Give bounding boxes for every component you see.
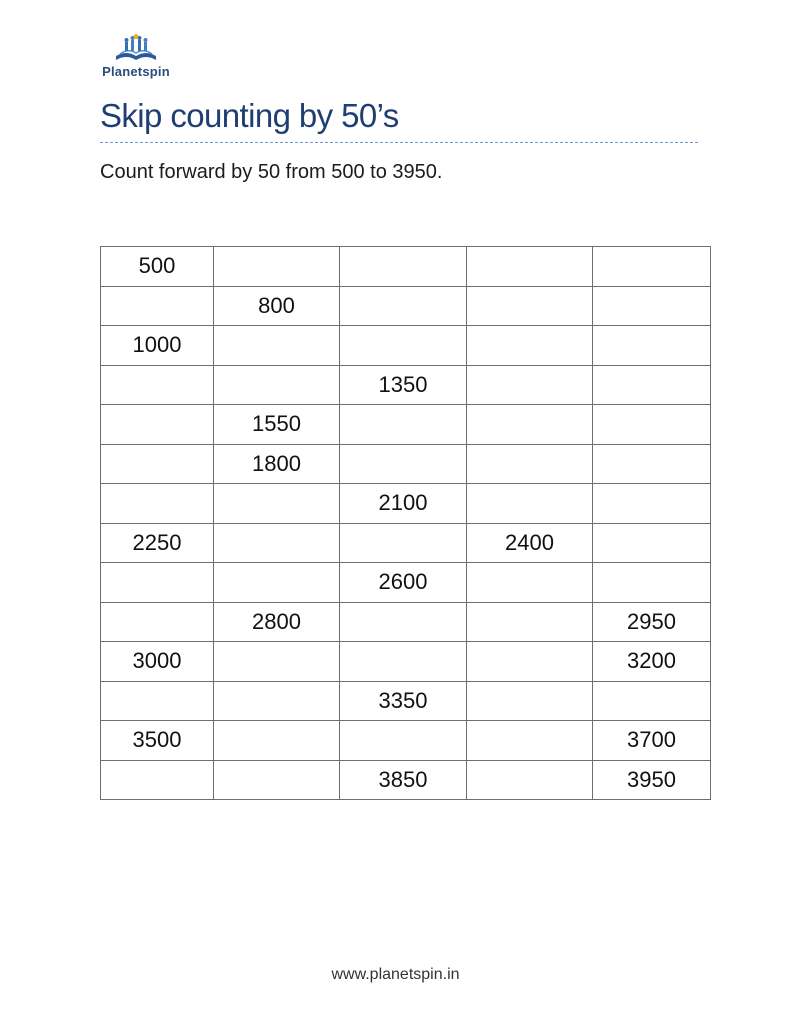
blank-cell[interactable]: [340, 642, 467, 682]
table-row: [101, 365, 711, 405]
blank-cell[interactable]: [467, 681, 593, 721]
blank-cell[interactable]: [214, 642, 340, 682]
blank-cell[interactable]: [214, 365, 340, 405]
blank-cell[interactable]: [101, 563, 214, 603]
number-cell: 1000: [101, 326, 214, 366]
blank-cell[interactable]: [467, 326, 593, 366]
table-row: [101, 484, 711, 524]
blank-cell[interactable]: [214, 484, 340, 524]
blank-cell[interactable]: [467, 484, 593, 524]
number-cell: 500: [101, 247, 214, 287]
number-cell: 800: [214, 286, 340, 326]
brand-logo: [100, 34, 172, 84]
table-row: [101, 247, 711, 287]
table-row: [101, 326, 711, 366]
blank-cell[interactable]: [214, 721, 340, 761]
table-row: [101, 563, 711, 603]
blank-cell[interactable]: [214, 326, 340, 366]
blank-cell[interactable]: [101, 444, 214, 484]
table-row: [101, 405, 711, 445]
blank-cell[interactable]: [593, 563, 711, 603]
number-cell: 3500: [101, 721, 214, 761]
blank-cell[interactable]: [340, 247, 467, 287]
table-row: [101, 602, 711, 642]
blank-cell[interactable]: [593, 681, 711, 721]
skip-counting-table: [100, 246, 711, 800]
table-body: [101, 247, 711, 800]
blank-cell[interactable]: [101, 760, 214, 800]
page-title: Skip counting by 50’s: [100, 97, 399, 134]
number-cell: 1350: [340, 365, 467, 405]
table-row: [101, 444, 711, 484]
table-row: [101, 760, 711, 800]
blank-cell[interactable]: [340, 326, 467, 366]
number-cell: 3200: [593, 642, 711, 682]
number-cell: 2600: [340, 563, 467, 603]
table-row: [101, 523, 711, 563]
blank-cell[interactable]: [101, 286, 214, 326]
blank-cell[interactable]: [593, 484, 711, 524]
blank-cell[interactable]: [593, 405, 711, 445]
blank-cell[interactable]: [467, 405, 593, 445]
number-cell: 1550: [214, 405, 340, 445]
table-row: [101, 721, 711, 761]
number-cell: 1800: [214, 444, 340, 484]
number-cell: 3700: [593, 721, 711, 761]
blank-cell[interactable]: [214, 563, 340, 603]
blank-cell[interactable]: [214, 681, 340, 721]
blank-cell[interactable]: [101, 484, 214, 524]
blank-cell[interactable]: [101, 602, 214, 642]
blank-cell[interactable]: [214, 523, 340, 563]
blank-cell[interactable]: [467, 602, 593, 642]
blank-cell[interactable]: [593, 365, 711, 405]
blank-cell[interactable]: [593, 286, 711, 326]
open-book-with-people-icon: [112, 34, 160, 64]
number-cell: 2800: [214, 602, 340, 642]
blank-cell[interactable]: [467, 444, 593, 484]
number-cell: 2250: [101, 523, 214, 563]
number-cell: 3950: [593, 760, 711, 800]
table-row: [101, 681, 711, 721]
blank-cell[interactable]: [101, 405, 214, 445]
blank-cell[interactable]: [101, 681, 214, 721]
blank-cell[interactable]: [467, 563, 593, 603]
number-cell: 3000: [101, 642, 214, 682]
number-cell: 2950: [593, 602, 711, 642]
blank-cell[interactable]: [340, 721, 467, 761]
number-cell: 2100: [340, 484, 467, 524]
blank-cell[interactable]: [340, 405, 467, 445]
blank-cell[interactable]: [214, 247, 340, 287]
title-divider: [100, 142, 698, 143]
blank-cell[interactable]: [593, 444, 711, 484]
blank-cell[interactable]: [101, 365, 214, 405]
brand-name: Planetspin: [102, 64, 170, 79]
blank-cell[interactable]: [593, 326, 711, 366]
instruction-text: Count forward by 50 from 500 to 3950.: [100, 161, 443, 183]
blank-cell[interactable]: [340, 602, 467, 642]
blank-cell[interactable]: [467, 286, 593, 326]
blank-cell[interactable]: [593, 247, 711, 287]
blank-cell[interactable]: [467, 642, 593, 682]
blank-cell[interactable]: [467, 365, 593, 405]
blank-cell[interactable]: [214, 760, 340, 800]
blank-cell[interactable]: [340, 286, 467, 326]
blank-cell[interactable]: [340, 523, 467, 563]
blank-cell[interactable]: [467, 247, 593, 287]
number-cell: 2400: [467, 523, 593, 563]
number-cell: 3350: [340, 681, 467, 721]
number-cell: 3850: [340, 760, 467, 800]
blank-cell[interactable]: [467, 760, 593, 800]
blank-cell[interactable]: [467, 721, 593, 761]
footer-url: www.planetspin.in: [331, 966, 460, 983]
blank-cell[interactable]: [340, 444, 467, 484]
blank-cell[interactable]: [593, 523, 711, 563]
table-row: [101, 286, 711, 326]
table-row: [101, 642, 711, 682]
